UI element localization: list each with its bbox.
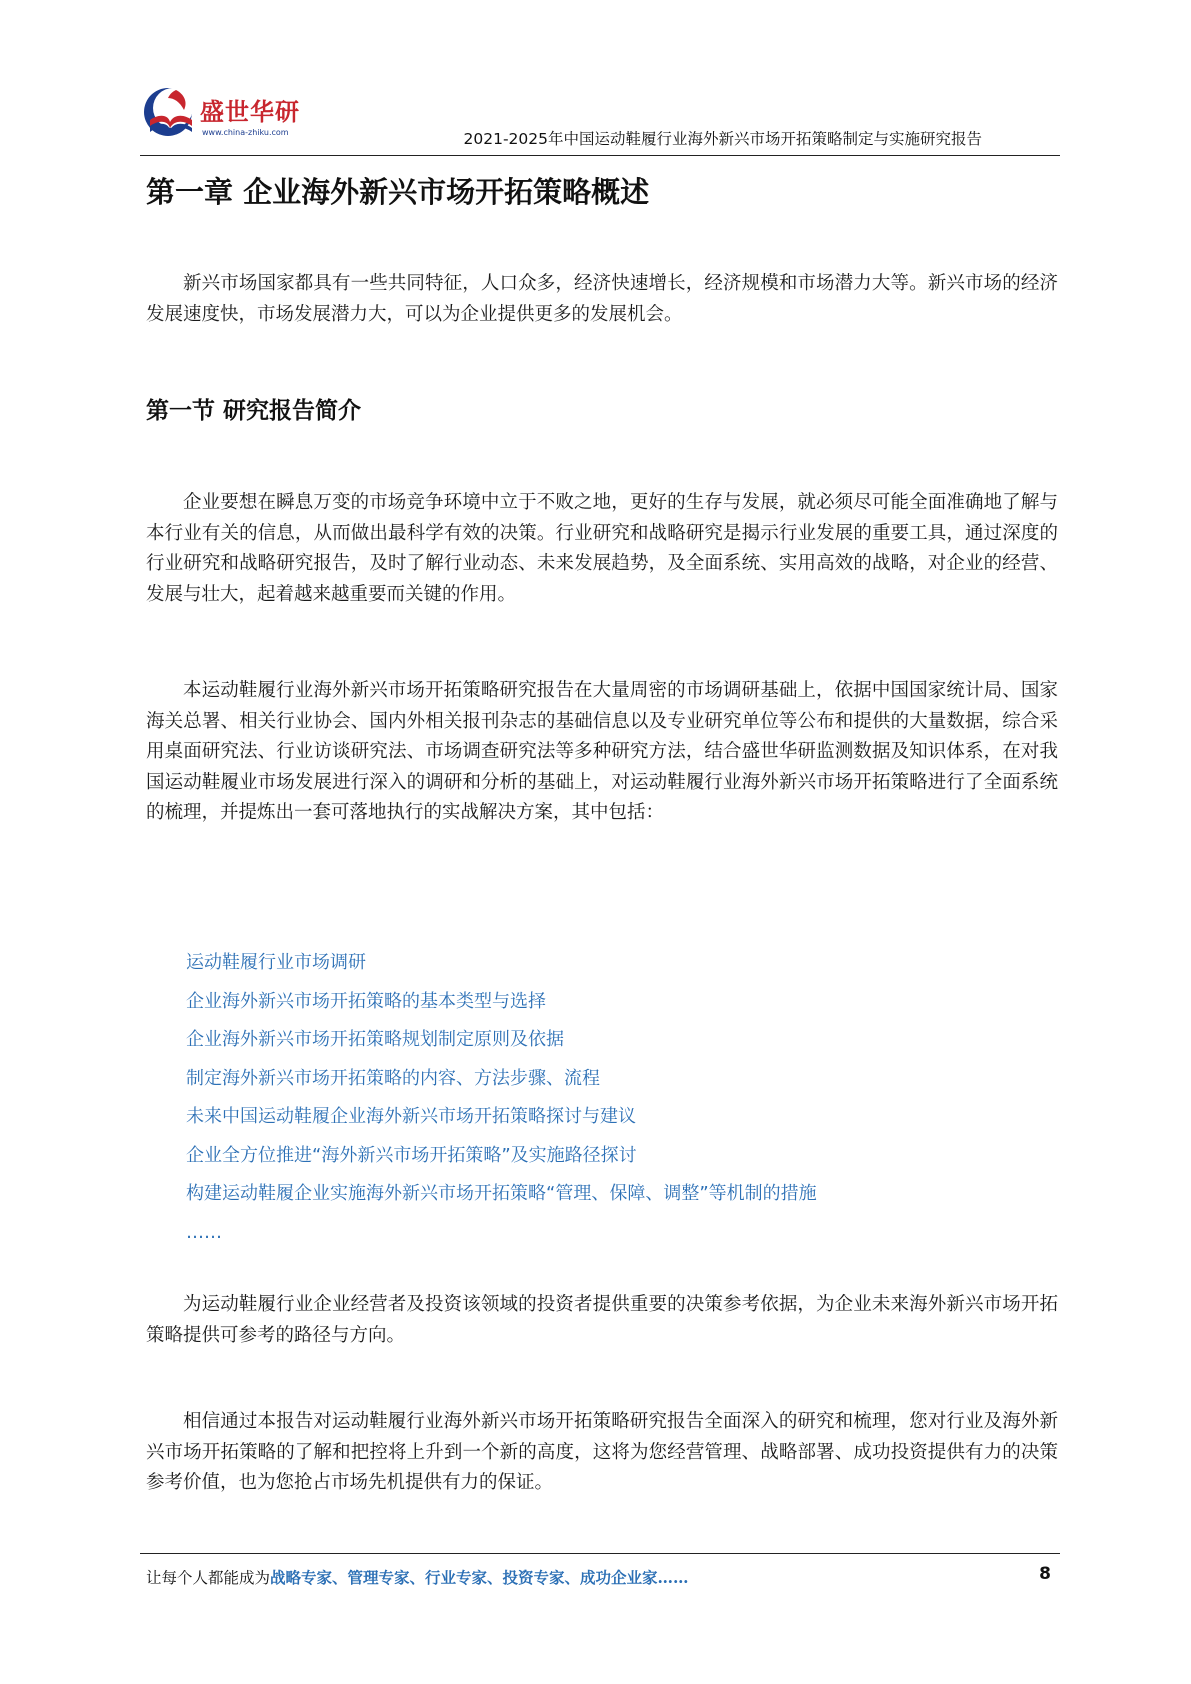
topic-link[interactable]: 运动鞋履行业市场调研 xyxy=(186,952,366,973)
topic-ellipsis: …… xyxy=(186,1221,222,1243)
topic-link[interactable]: 构建运动鞋履企业实施海外新兴市场开拓策略“管理、保障、调整”等机制的措施 xyxy=(186,1183,817,1204)
body-paragraph: 相信通过本报告对运动鞋履行业海外新兴市场开拓策略研究报告全面深入的研究和梳理，您对行业及海外新兴市场开拓策略的了解和把控将上升到一个新的高度，这将为您经营管理、战略部署、成功投资提供有力的决策参考价值，也为您抢占市场先机提供有力的保证。 xyxy=(146,1411,1058,1493)
company-logo xyxy=(140,84,310,148)
page-header xyxy=(140,80,1060,156)
topic-list xyxy=(186,944,817,1252)
topic-link[interactable]: 企业海外新兴市场开拓策略的基本类型与选择 xyxy=(186,990,546,1012)
footer-divider xyxy=(140,1553,1060,1554)
topic-link[interactable]: 企业全方位推进“海外新兴市场开拓策略”及实施路径探讨 xyxy=(186,1144,637,1166)
page-number: 8 xyxy=(1039,1564,1051,1584)
logo-wordmark: 盛世华研 xyxy=(200,98,300,126)
logo-emblem-icon xyxy=(140,84,200,146)
body-paragraph: 企业要想在瞬息万变的市场竞争环境中立于不败之地，更好的生存与发展，就必须尽可能全面准确地了解与本行业有关的信息，从而做出最科学有效的决策。行业研究和战略研究是揭示行业发展的重要工具，通过深度的行业研究和战略研究报告，及时了解行业动态、未来发展趋势，及全面系统、实用高效的战略，对企业的经营、发展与壮大，起着越来越重要而关键的作用。 xyxy=(146,492,1058,605)
chapter-title: 第一章 企业海外新兴市场开拓策略概述 xyxy=(146,175,650,209)
logo-url: www.china-zhiku.com xyxy=(202,128,289,137)
body-paragraph: 本运动鞋履行业海外新兴市场开拓策略研究报告在大量周密的市场调研基础上，依据中国国家统计局、国家海关总署、相关行业协会、国内外相关报刊杂志的基础信息以及专业研究单位等公布和提供的大量数据，综合采用桌面研究法、行业访谈研究法、市场调查研究法等多种研究方法，结合盛世华研监测数据及知识体系，在对我国运动鞋履业市场发展进行深入的调研和分析的基础上，对运动鞋履行业海外新兴市场开拓策略进行了全面系统的梳理，并提炼出一套可落地执行的实战解决方案，其中包括： xyxy=(146,680,1058,823)
footer-slogan-lead: 让每个人都能成为 xyxy=(146,1569,271,1587)
intro-paragraph: 新兴市场国家都具有一些共同特征，人口众多，经济快速增长，经济规模和市场潜力大等。新兴市场的经济发展速度快，市场发展潜力大，可以为企业提供更多的发展机会。 xyxy=(146,273,1058,325)
body-paragraph: 为运动鞋履行业企业经营者及投资该领域的投资者提供重要的决策参考依据，为企业未来海外新兴市场开拓策略提供可参考的路径与方向。 xyxy=(146,1294,1058,1346)
footer-slogan xyxy=(146,1566,689,1588)
section-title: 第一节 研究报告简介 xyxy=(146,398,362,424)
topic-link[interactable]: 未来中国运动鞋履企业海外新兴市场开拓策略探讨与建议 xyxy=(186,1106,636,1127)
topic-link[interactable]: 企业海外新兴市场开拓策略规划制定原则及依据 xyxy=(186,1029,564,1050)
report-title: 2021-2025年中国运动鞋履行业海外新兴市场开拓策略制定与实施研究报告 xyxy=(463,130,982,148)
footer-slogan-emphasis: 战略专家、管理专家、行业专家、投资专家、成功企业家…… xyxy=(270,1568,689,1587)
topic-link[interactable]: 制定海外新兴市场开拓策略的内容、方法步骤、流程 xyxy=(186,1067,600,1089)
